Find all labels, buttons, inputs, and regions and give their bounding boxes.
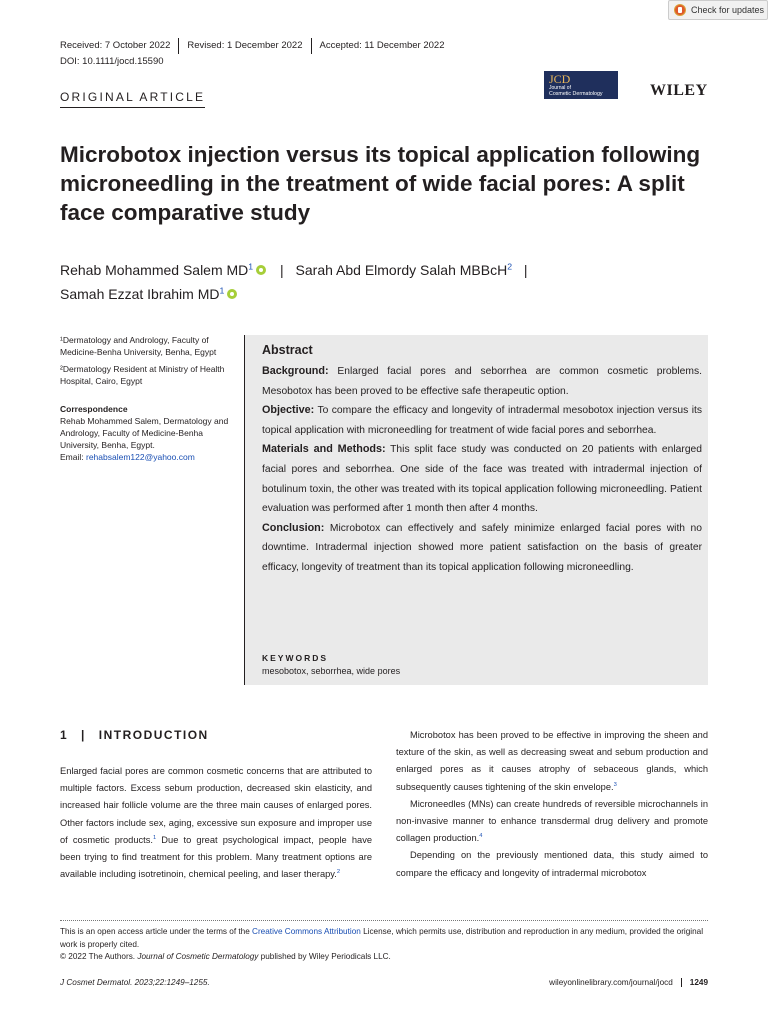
citation-ref[interactable]: 4 bbox=[479, 833, 483, 840]
copyright-journal: Journal of Cosmetic Dermatology bbox=[137, 952, 259, 961]
section-separator: | bbox=[81, 728, 86, 742]
correspondence-heading: Correspondence bbox=[60, 404, 128, 414]
update-badge-icon bbox=[674, 4, 686, 16]
journal-logo bbox=[544, 71, 618, 99]
copyright-post: published by Wiley Periodicals LLC. bbox=[258, 952, 391, 961]
author-affiliation-ref: 1 bbox=[248, 261, 254, 272]
license-link[interactable]: Creative Commons Attribution bbox=[252, 927, 361, 936]
check-for-updates-label: Check for updates bbox=[691, 5, 765, 15]
author-affiliation-ref: 1 bbox=[219, 285, 225, 296]
affiliation-2: ²Dermatology Resident at Ministry of Health Hospital, Cairo, Egypt bbox=[60, 364, 225, 386]
citation-ref[interactable]: 2 bbox=[336, 869, 341, 876]
intro-paragraph-2: Microbotox has been proved to be effective in improving the sheen and texture of the skin, as well as decreasing sweat and sebum production and enlarged pores as it causes atrophy of sebaceous glands, which subsequently causes tightening of the skin envelope. bbox=[396, 730, 708, 792]
section-number: 1 bbox=[60, 728, 69, 742]
abstract-box bbox=[244, 335, 708, 685]
citation: J Cosmet Dermatol. 2023;22:1249–1255. bbox=[60, 978, 210, 987]
email-link[interactable]: rehabsalem122@yahoo.com bbox=[86, 452, 195, 462]
body-column-right bbox=[396, 727, 708, 882]
received-date: Received: 7 October 2022 bbox=[60, 40, 171, 51]
journal-logo-line3: Cosmetic Dermatology bbox=[549, 91, 603, 97]
author-list bbox=[60, 258, 720, 306]
footer-right bbox=[549, 978, 708, 987]
citation-ref[interactable]: 3 bbox=[613, 781, 617, 788]
keywords-heading: KEYWORDS bbox=[262, 653, 329, 663]
journal-url[interactable]: wileyonlinelibrary.com/journal/jocd bbox=[549, 978, 673, 987]
accepted-date: Accepted: 11 December 2022 bbox=[311, 38, 453, 54]
correspondence bbox=[60, 403, 238, 463]
author-separator: | bbox=[280, 262, 284, 278]
page-number: 1249 bbox=[681, 978, 708, 987]
author-name[interactable]: Sarah Abd Elmordy Salah MBBcH bbox=[295, 262, 508, 278]
license-text-post: License, which permits use, distribution and reproduction in any medium, provided the original work is properly cited. bbox=[60, 927, 704, 949]
check-for-updates-button[interactable] bbox=[668, 0, 768, 20]
author-separator: | bbox=[523, 262, 528, 278]
article-title: Microbotox injection versus its topical application following microneedling in the treatment of wide facial pores: A split face comparative study bbox=[60, 142, 701, 225]
author-name[interactable]: Samah Ezzat Ibrahim MD bbox=[60, 286, 220, 302]
publisher-logo: WILEY bbox=[650, 82, 708, 99]
copyright-pre: © 2022 The Authors. bbox=[60, 952, 138, 961]
journal-logo-line2: Journal of bbox=[549, 85, 571, 91]
intro-paragraph-3: Microneedles (MNs) can create hundreds of reversible microchannels in non-invasive manner to enhance transdermal drug delivery and promote collagen production. bbox=[396, 798, 708, 844]
article-type: ORIGINAL ARTICLE bbox=[60, 90, 205, 108]
conclusion-text: Microbotox can effectively and safely minimize enlarged facial pores with no downtime. Intradermal injection showed more patient satisfaction on the basis of greater efficacy, longevity of treatment than its topical application following microneedling. bbox=[262, 522, 702, 573]
methods-label: Materials and Methods: bbox=[262, 443, 386, 456]
email-label: Email: bbox=[60, 452, 84, 462]
affiliation-1: ¹Dermatology and Andrology, Faculty of Medicine-Benha University, Benha, Egypt bbox=[60, 335, 217, 357]
section-title: INTRODUCTION bbox=[98, 728, 209, 742]
author-name[interactable]: Rehab Mohammed Salem MD bbox=[60, 262, 249, 278]
keywords: mesobotox, seborrhea, wide pores bbox=[262, 666, 401, 676]
journal-logo-abbrev: JCD bbox=[549, 72, 571, 86]
conclusion-label: Conclusion: bbox=[262, 521, 325, 534]
intro-paragraph-4: Depending on the previously mentioned data, this study aimed to compare the efficacy and longevity of intradermal microbotox bbox=[396, 850, 708, 878]
objective-label: Objective: bbox=[262, 404, 315, 417]
intro-paragraph-1b: Due to great psychological impact, people have been trying to find treatment for this problem. Many treatment options are available including isotretinoin, chemical peeling, and laser therapy. bbox=[60, 834, 373, 880]
orcid-icon[interactable] bbox=[256, 265, 266, 275]
objective-text: To compare the efficacy and longevity of intradermal mesobotox injection versus its topical application with microneedling for treatment of wide facial pores and seborrhea. bbox=[262, 405, 702, 436]
doi[interactable]: DOI: 10.1111/jocd.15590 bbox=[60, 56, 164, 67]
page-footer bbox=[60, 978, 708, 987]
license-footer bbox=[60, 926, 708, 964]
section-heading bbox=[60, 728, 209, 742]
intro-paragraph-1: Enlarged facial pores are common cosmetic concerns that are attributed to multiple factors. Excess sebum production, decreased skin elasticity, and increased hair follicle volume are the three main causes of enlarged pores. Other factors include sex, aging, excessive sun exposure and improper use of cosmetic products. bbox=[60, 766, 372, 845]
background-label: Background: bbox=[262, 365, 329, 377]
revised-date: Revised: 1 December 2022 bbox=[178, 38, 310, 54]
background-text: Enlarged facial pores and seborrhea are common cosmetic problems. Mesobotox has been proved to be effective safe therapeutic option. bbox=[262, 366, 702, 397]
abstract-heading: Abstract bbox=[262, 343, 313, 357]
citation-ref[interactable]: 1 bbox=[152, 834, 157, 841]
license-text-pre: This is an open access article under the terms of the bbox=[60, 927, 253, 936]
body-column-left bbox=[60, 763, 372, 883]
abstract-body bbox=[262, 362, 702, 578]
author-affiliation-ref: 2 bbox=[507, 261, 513, 272]
methods-text: This split face study was conducted on 20 patients with enlarged facial pores and seborrhea. One side of the face was treated with intradermal injection of botulinum toxin, the other was treated with its topical application following microneedling. Patient evaluation was performed after 1 month then after 4 months. bbox=[262, 444, 702, 515]
orcid-icon[interactable] bbox=[227, 289, 237, 299]
footer-divider bbox=[60, 920, 708, 921]
article-dates bbox=[60, 38, 452, 54]
correspondence-text: Rehab Mohammed Salem, Dermatology and Andrology, Faculty of Medicine-Benha University, Benha, Egypt. bbox=[60, 416, 229, 450]
